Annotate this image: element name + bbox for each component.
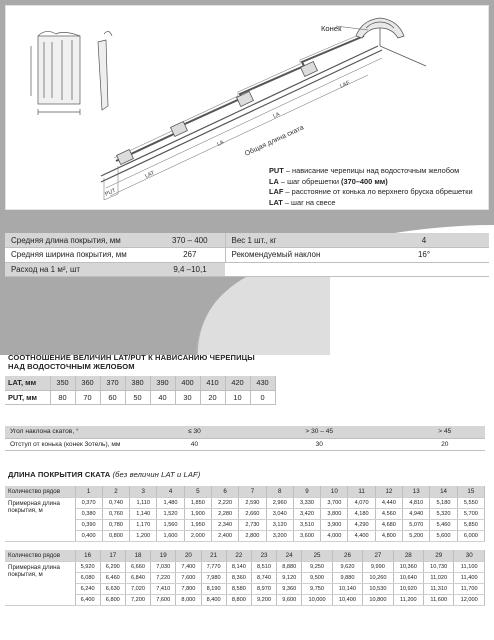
length-cell: 2,220	[211, 497, 238, 508]
spec-label: Вес 1 шт., кг	[225, 233, 359, 248]
length-cell: 1,110	[130, 497, 157, 508]
slope-length-label: Общая длина ската	[243, 124, 305, 158]
rows-count-cell: 30	[454, 550, 485, 561]
length-cell: 11,600	[424, 595, 454, 606]
length-cell: 1,950	[184, 520, 211, 531]
length-row	[5, 584, 485, 595]
length-cell: 10,360	[393, 561, 423, 572]
length-cell: 2,730	[239, 520, 266, 531]
length-cell: 7,800	[176, 584, 201, 595]
tile-side-view	[98, 31, 112, 110]
offset-cell: 40	[155, 438, 234, 450]
length-cell: 5,550	[457, 497, 484, 508]
offset-label: Отступ от конька (конек 3отель), мм	[5, 438, 155, 450]
length-cell: 1,480	[157, 497, 184, 508]
length-row	[5, 595, 485, 606]
dim-label-lat: LAT	[144, 170, 156, 180]
length-cell: 5,320	[430, 508, 457, 519]
length-cell: 4,000	[321, 531, 348, 542]
length-cell: 3,200	[266, 531, 293, 542]
offset-cell: 30	[234, 438, 405, 450]
length-cell: 1,200	[130, 531, 157, 542]
length-cell: 9,750	[302, 584, 332, 595]
length-cell: 6,840	[125, 572, 150, 583]
length-cell: 0,760	[102, 508, 129, 519]
lat-cell: 360	[75, 376, 100, 390]
length-cell: 8,970	[251, 584, 276, 595]
rows-count-cell: 19	[151, 550, 176, 561]
length-cell: 1,900	[184, 508, 211, 519]
length-cell: 6,080	[75, 572, 100, 583]
spec-value: 267	[155, 248, 225, 263]
length-cell: 9,880	[332, 572, 362, 583]
length-cell: 10,640	[393, 572, 423, 583]
legend-item-laf: LAF – расстояние от конька ло верхнего бруска обрешетки	[269, 187, 473, 196]
lat-cell: 370	[100, 376, 125, 390]
rows-count-cell: 16	[75, 550, 100, 561]
lat-cell: 400	[175, 376, 200, 390]
lat-row	[5, 376, 275, 390]
rows-count-cell: 10	[321, 486, 348, 497]
length-title	[8, 470, 200, 479]
length-cell: 7,200	[125, 595, 150, 606]
slope-row	[5, 426, 485, 438]
length-cell: 9,250	[302, 561, 332, 572]
rows-count-cell: 2	[102, 486, 129, 497]
length-cell: 7,410	[151, 584, 176, 595]
length-cell: 9,500	[302, 572, 332, 583]
length-cell: 6,400	[75, 595, 100, 606]
rows-count-cell: 6	[211, 486, 238, 497]
length-cell: 0,380	[75, 508, 102, 519]
rows-count-cell: 3	[130, 486, 157, 497]
spec-value: 370 – 400	[155, 233, 225, 248]
lat-cell: 420	[225, 376, 250, 390]
length-cell: 7,400	[176, 561, 201, 572]
length-cell: 1,520	[157, 508, 184, 519]
length-cell: 3,900	[321, 520, 348, 531]
length-cell: 0,800	[102, 531, 129, 542]
length-cell: 10,140	[332, 584, 362, 595]
spec-label: Расход на 1 м², шт	[5, 262, 155, 277]
length-cell: 7,220	[151, 572, 176, 583]
length-cell: 11,020	[424, 572, 454, 583]
rows-count-cell: 21	[201, 550, 226, 561]
lat-cell: 390	[150, 376, 175, 390]
length-cell: 10,530	[363, 584, 393, 595]
length-cell: 5,180	[430, 497, 457, 508]
length-cell: 2,000	[184, 531, 211, 542]
offset-cell: 20	[405, 438, 485, 450]
tile-front-view	[31, 31, 80, 115]
length-cell: 4,800	[375, 531, 402, 542]
length-table-2	[5, 550, 485, 606]
length-cell: 1,560	[157, 520, 184, 531]
length-cell: 10,920	[393, 584, 423, 595]
roof-diagram-panel	[5, 5, 489, 210]
rows-count-row	[5, 550, 485, 561]
length-cell: 4,440	[375, 497, 402, 508]
latput-table	[5, 376, 276, 405]
length-cell: 10,730	[424, 561, 454, 572]
ridge-tile	[356, 18, 426, 66]
length-cell: 6,800	[100, 595, 125, 606]
length-cell: 7,020	[125, 584, 150, 595]
length-cell: 9,600	[277, 595, 302, 606]
length-cell: 5,070	[403, 520, 430, 531]
length-cell: 6,000	[457, 531, 484, 542]
length-cell: 1,140	[130, 508, 157, 519]
length-cell: 2,400	[211, 531, 238, 542]
rows-count-cell: 23	[251, 550, 276, 561]
rows-count-cell: 4	[157, 486, 184, 497]
put-cell: 0	[250, 390, 275, 404]
put-cell: 10	[225, 390, 250, 404]
length-cell: 11,400	[454, 572, 485, 583]
length-cell: 5,200	[403, 531, 430, 542]
length-cell: 8,800	[226, 595, 251, 606]
length-cell: 0,400	[75, 531, 102, 542]
length-cell: 1,850	[184, 497, 211, 508]
length-cell: 12,000	[454, 595, 485, 606]
lat-cell: 430	[250, 376, 275, 390]
rows-count-cell: 14	[430, 486, 457, 497]
length-title-note: (без величин LAT и LAF)	[112, 470, 201, 479]
length-cell: 5,920	[75, 561, 100, 572]
length-cell: 8,880	[277, 561, 302, 572]
slope-cell: > 45	[405, 426, 485, 438]
offset-row	[5, 438, 485, 450]
spec-row	[5, 262, 489, 277]
length-cell: 2,960	[266, 497, 293, 508]
rows-count-cell: 17	[100, 550, 125, 561]
length-cell: 6,630	[100, 584, 125, 595]
spec-label	[225, 262, 359, 277]
rows-count-cell: 11	[348, 486, 375, 497]
length-row	[5, 497, 485, 508]
slope-offset-table	[5, 426, 485, 451]
length-cell: 8,190	[201, 584, 226, 595]
length-cell: 4,810	[403, 497, 430, 508]
spec-label: Рекомендуемый наклон	[225, 248, 359, 263]
length-cell: 3,040	[266, 508, 293, 519]
length-row	[5, 520, 485, 531]
length-cell: 0,370	[75, 497, 102, 508]
length-cell: 6,240	[75, 584, 100, 595]
length-cell: 9,120	[277, 572, 302, 583]
length-cell: 6,290	[100, 561, 125, 572]
length-cell: 11,700	[454, 584, 485, 595]
spec-row	[5, 248, 489, 263]
dim-label-la-1: LA	[216, 139, 225, 148]
length-cell: 5,600	[430, 531, 457, 542]
rows-count-label: Количество рядов	[5, 486, 75, 497]
length-cell: 2,280	[211, 508, 238, 519]
length-cell: 0,390	[75, 520, 102, 531]
length-cell: 8,400	[201, 595, 226, 606]
length-cell: 6,660	[125, 561, 150, 572]
dim-label-laf: LAF	[339, 80, 351, 90]
length-cell: 11,310	[424, 584, 454, 595]
rows-count-cell: 9	[293, 486, 320, 497]
spec-value: 4	[359, 233, 489, 248]
length-cell: 2,590	[239, 497, 266, 508]
rows-count-cell: 7	[239, 486, 266, 497]
length-cell: 0,740	[102, 497, 129, 508]
rows-count-cell: 27	[363, 550, 393, 561]
spec-value	[359, 262, 489, 277]
rows-count-cell: 25	[302, 550, 332, 561]
rows-count-cell: 1	[75, 486, 102, 497]
slope-cell: ≤ 30	[155, 426, 234, 438]
put-label: PUT, мм	[5, 390, 50, 404]
ridge-label: Конек	[321, 24, 342, 33]
length-label: Примерная длина покрытия, м	[5, 497, 75, 542]
length-cell: 9,990	[363, 561, 393, 572]
rows-count-cell: 28	[393, 550, 423, 561]
length-cell: 2,800	[239, 531, 266, 542]
length-cell: 7,770	[201, 561, 226, 572]
roof-tiles	[101, 34, 382, 182]
lat-label: LAT, мм	[5, 376, 50, 390]
length-cell: 8,580	[226, 584, 251, 595]
length-cell: 7,600	[176, 572, 201, 583]
length-cell: 8,140	[226, 561, 251, 572]
dim-label-la-2: LA	[272, 111, 281, 120]
lat-cell: 350	[50, 376, 75, 390]
latput-title	[8, 353, 255, 371]
length-cell: 5,700	[457, 508, 484, 519]
length-row	[5, 572, 485, 583]
rows-count-cell: 24	[277, 550, 302, 561]
rows-count-cell: 29	[424, 550, 454, 561]
length-cell: 5,850	[457, 520, 484, 531]
length-cell: 4,560	[375, 508, 402, 519]
length-cell: 6,460	[100, 572, 125, 583]
length-row	[5, 561, 485, 572]
dim-label-put: PUT	[104, 187, 117, 198]
length-cell: 2,340	[211, 520, 238, 531]
length-cell: 7,980	[201, 572, 226, 583]
length-cell: 8,360	[226, 572, 251, 583]
rows-count-cell: 12	[375, 486, 402, 497]
lat-cell: 410	[200, 376, 225, 390]
length-cell: 2,660	[239, 508, 266, 519]
length-cell: 3,600	[293, 531, 320, 542]
rows-count-label: Количество рядов	[5, 550, 75, 561]
length-cell: 3,420	[293, 508, 320, 519]
length-cell: 8,510	[251, 561, 276, 572]
lat-cell: 380	[125, 376, 150, 390]
rows-count-cell: 8	[266, 486, 293, 497]
length-label: Примерная длина покрытия, м	[5, 561, 75, 606]
put-cell: 70	[75, 390, 100, 404]
legend-item-put: PUT – нависание черепицы над водосточным желобом	[269, 166, 460, 175]
rows-count-row	[5, 486, 485, 497]
length-table-1	[5, 486, 485, 542]
length-cell: 4,400	[348, 531, 375, 542]
length-cell: 10,260	[363, 572, 393, 583]
length-cell: 7,600	[151, 595, 176, 606]
length-cell: 11,200	[393, 595, 423, 606]
length-cell: 11,100	[454, 561, 485, 572]
length-cell: 3,700	[321, 497, 348, 508]
spec-value: 9,4 –10,1	[155, 262, 225, 277]
slope-label: Угол наклона скатов, °	[5, 426, 155, 438]
length-cell: 3,120	[266, 520, 293, 531]
length-cell: 4,290	[348, 520, 375, 531]
rows-count-cell: 13	[403, 486, 430, 497]
diagram-legend	[269, 166, 491, 208]
latput-title-line2: НАД ВОДОСТОЧНЫМ ЖЕЛОБОМ	[8, 362, 135, 371]
spec-label: Средняя длина покрытия, мм	[5, 233, 155, 248]
put-row	[5, 390, 275, 404]
length-cell: 8,740	[251, 572, 276, 583]
length-cell: 9,200	[251, 595, 276, 606]
rows-count-cell: 18	[125, 550, 150, 561]
rows-count-cell: 26	[332, 550, 362, 561]
rows-count-cell: 22	[226, 550, 251, 561]
length-cell: 1,600	[157, 531, 184, 542]
length-title-text: ДЛИНА ПОКРЫТИЯ СКАТА	[8, 470, 111, 479]
put-cell: 40	[150, 390, 175, 404]
rows-count-cell: 5	[184, 486, 211, 497]
length-cell: 3,510	[293, 520, 320, 531]
length-cell: 1,170	[130, 520, 157, 531]
length-cell: 5,460	[430, 520, 457, 531]
put-cell: 20	[200, 390, 225, 404]
length-cell: 7,030	[151, 561, 176, 572]
length-cell: 10,000	[302, 595, 332, 606]
length-cell: 4,070	[348, 497, 375, 508]
put-cell: 80	[50, 390, 75, 404]
rows-count-cell: 15	[457, 486, 484, 497]
legend-item-la: LA – шаг обрешетки (370–400 мм)	[269, 176, 388, 186]
rows-count-cell: 20	[176, 550, 201, 561]
spec-row	[5, 233, 489, 248]
length-row	[5, 508, 485, 519]
length-row	[5, 531, 485, 542]
length-cell: 4,180	[348, 508, 375, 519]
length-cell: 10,800	[363, 595, 393, 606]
put-cell: 50	[125, 390, 150, 404]
spec-value: 16°	[359, 248, 489, 263]
length-cell: 3,330	[293, 497, 320, 508]
length-cell: 0,780	[102, 520, 129, 531]
length-cell: 8,000	[176, 595, 201, 606]
length-cell: 3,800	[321, 508, 348, 519]
slope-cell: > 30 – 45	[234, 426, 405, 438]
length-cell: 4,940	[403, 508, 430, 519]
legend-item-lat: LAT – шаг на свесе	[269, 197, 336, 207]
length-cell: 9,620	[332, 561, 362, 572]
latput-title-line1: СООТНОШЕНИЕ ВЕЛИЧИН LAT/PUT К НАВИСАНИЮ ЧЕРЕПИЦЫ	[8, 353, 255, 362]
length-cell: 10,400	[332, 595, 362, 606]
length-cell: 9,360	[277, 584, 302, 595]
put-cell: 60	[100, 390, 125, 404]
length-cell: 4,680	[375, 520, 402, 531]
spec-label: Средняя ширина покрытия, мм	[5, 248, 155, 263]
put-cell: 30	[175, 390, 200, 404]
spec-table	[5, 233, 489, 277]
